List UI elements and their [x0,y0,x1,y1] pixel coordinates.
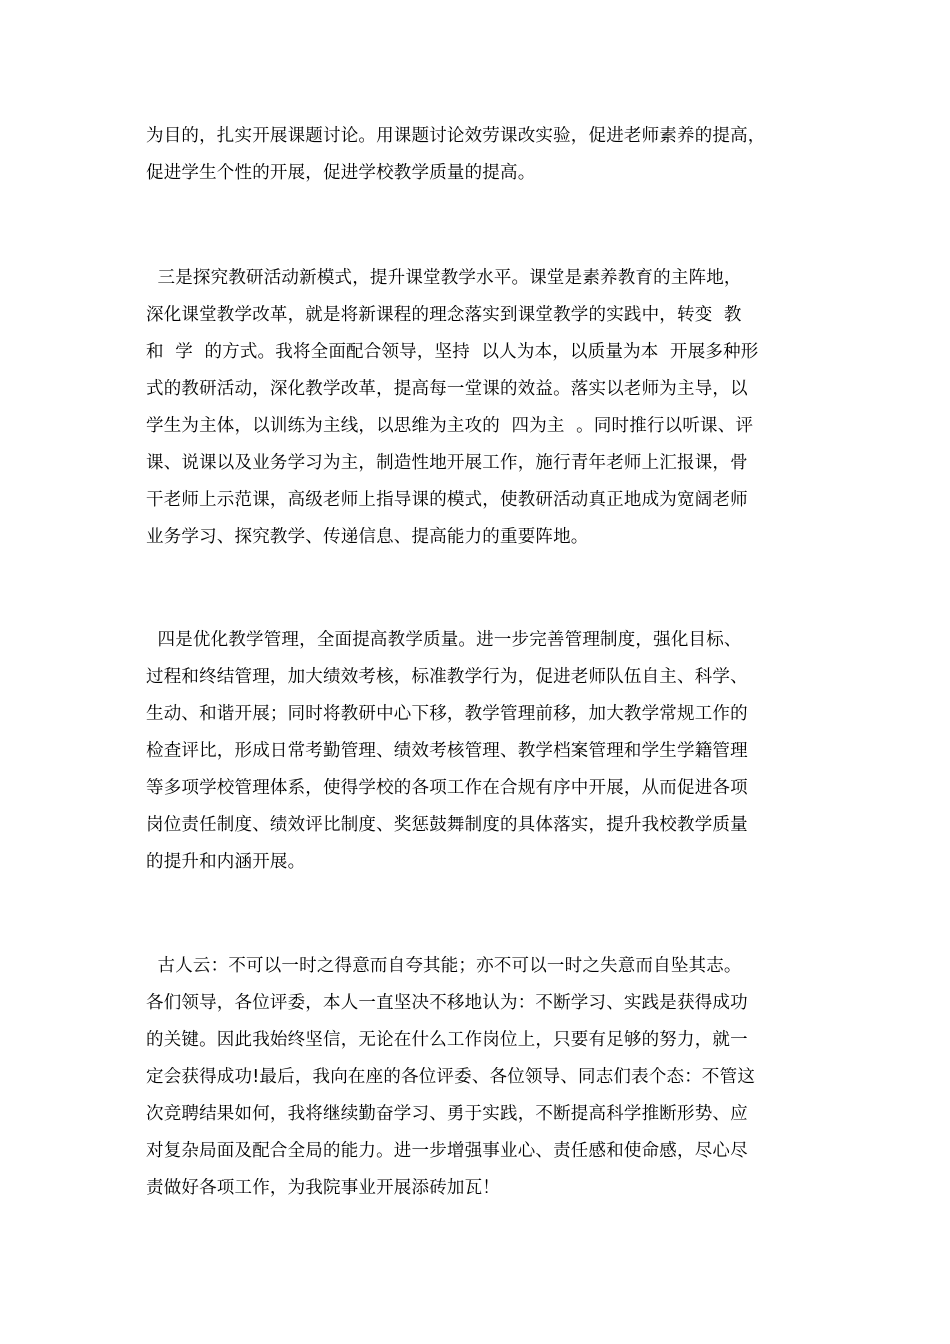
text-line: 各们领导，各位评委，本人一直坚决不移地认为：不断学习、实践是获得成功 [146,993,748,1013]
text-line: 课、说课以及业务学习为主，制造性地开展工作，施行青年老师上汇报课，骨 [146,453,748,473]
text-line: 三是探究教研活动新模式，提升课堂教学水平。课堂是素养教育的主阵地， [146,268,742,288]
text-line: 促进学生个性的开展，促进学校教学质量的提高。 [146,163,536,183]
text-line: 业务学习、探究教学、传递信息、提高能力的重要阵地。 [146,527,589,547]
text-line: 学生为主体，以训练为主线，以思维为主攻的 四为主 。同时推行以听课、评 [146,416,754,436]
paragraph-research-discussion [146,118,808,192]
text-line: 四是优化教学管理，全面提高教学质量。进一步完善管理制度，强化目标、 [146,630,742,650]
text-line: 等多项学校管理体系，使得学校的各项工作在合规有序中开展，从而促进各项 [146,778,748,798]
text-line: 的关键。因此我始终坚信，无论在什么工作岗位上，只要有足够的努力，就一 [146,1030,748,1050]
text-line: 和 学 的方式。我将全面配合领导，坚持 以人为本，以质量为本 开展多种形 [146,342,759,362]
paragraph-teaching-research-model [146,260,808,556]
text-line: 责做好各项工作，为我院事业开展添砖加瓦！ [146,1178,500,1198]
text-line: 对复杂局面及配合全局的能力。进一步增强事业心、责任感和使命感，尽心尽 [146,1141,748,1161]
text-line: 检查评比，形成日常考勤管理、绩效考核管理、教学档案管理和学生学籍管理 [146,741,748,761]
text-line: 生动、和谐开展；同时将教研中心下移，教学管理前移，加大教学常规工作的 [146,704,748,724]
text-line: 深化课堂教学改革，就是将新课程的理念落实到课堂教学的实践中，转变 教 [146,305,742,325]
text-line: 干老师上示范课，高级老师上指导课的模式，使教研活动真正地成为宽阔老师 [146,490,748,510]
paragraph-closing-statement [146,948,808,1207]
text-line: 式的教研活动，深化教学改革，提高每一堂课的效益。落实以老师为主导，以 [146,379,748,399]
text-line: 为目的，扎实开展课题讨论。用课题讨论效劳课改实验，促进老师素养的提高， [146,126,766,146]
text-line: 古人云：不可以一时之得意而自夸其能；亦不可以一时之失意而自坠其志。 [146,956,742,976]
text-line: 岗位责任制度、绩效评比制度、奖惩鼓舞制度的具体落实，提升我校教学质量 [146,815,748,835]
text-line: 的提升和内涵开展。 [146,852,306,872]
text-line: 次竞聘结果如何，我将继续勤奋学习、勇于实践，不断提高科学推断形势、应 [146,1104,748,1124]
text-line: 过程和终结管理，加大绩效考核，标准教学行为，促进老师队伍自主、科学、 [146,667,748,687]
text-line: 定会获得成功!最后，我向在座的各位评委、各位领导、同志们表个态：不管这 [146,1067,756,1087]
paragraph-teaching-management [146,622,808,881]
